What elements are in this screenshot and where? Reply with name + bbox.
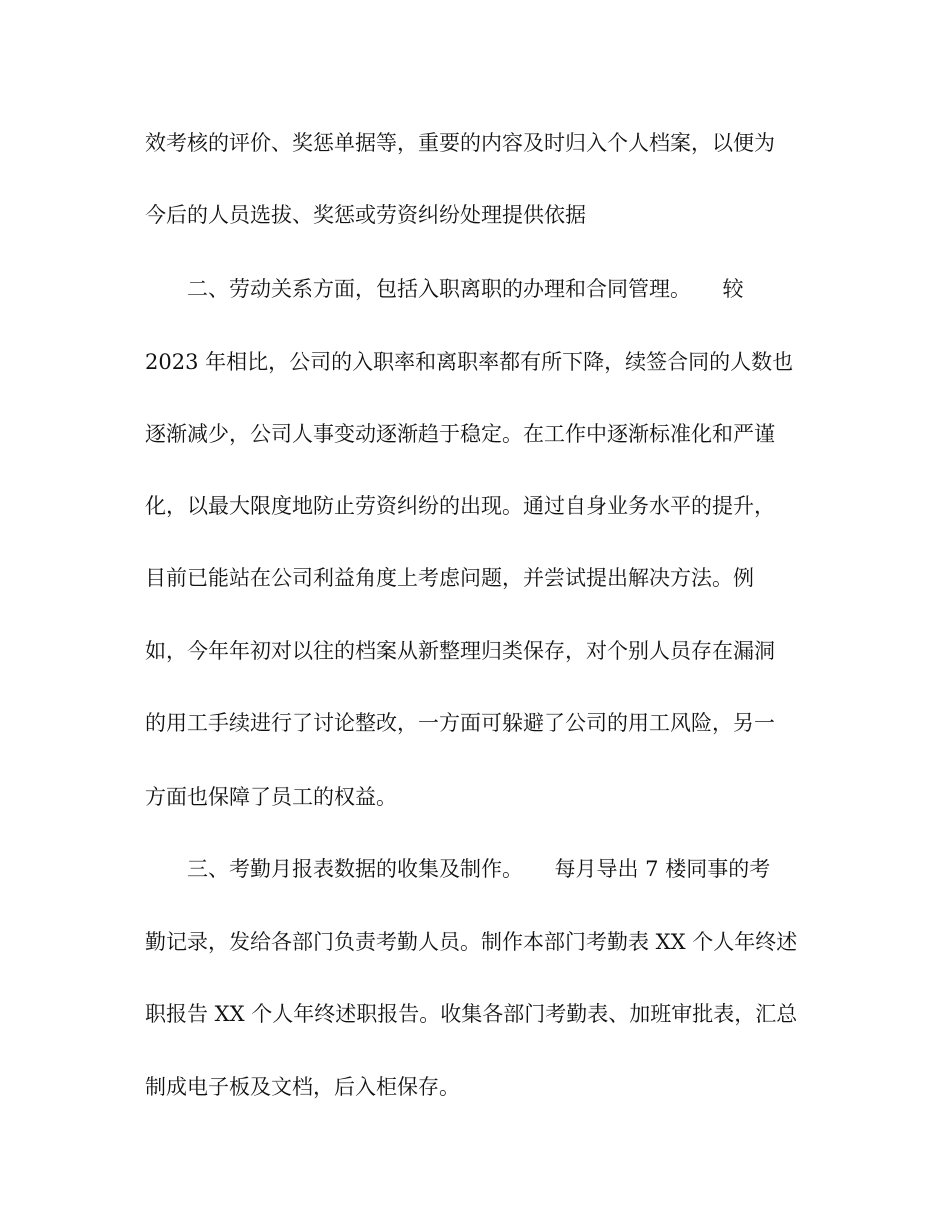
paragraph-line: 的用工手续进行了讨论整改，一方面可躲避了公司的用工风险，另一 (145, 711, 775, 735)
paragraph-line: 职报告 XX 个人年终述职报告。收集各部门考勤表、加班审批表，汇总 (145, 1002, 798, 1026)
section-heading-line: 三、考勤月报表数据的收集及制作。 每月导出 7 楼同事的考 (187, 857, 771, 881)
paragraph-line: 勤记录，发给各部门负责考勤人员。制作本部门考勤表 XX 个人年终述 (145, 930, 798, 954)
paragraph-line: 逐渐减少，公司人事变动逐渐趋于稳定。在工作中逐渐标准化和严谨 (145, 422, 775, 446)
paragraph-line: 如，今年年初对以往的档案从新整理归类保存，对个别人员存在漏洞 (145, 639, 775, 663)
paragraph-line: 目前已能站在公司利益角度上考虑问题，并尝试提出解决方法。例 (145, 566, 754, 590)
paragraph-line: 2023 年相比，公司的入职率和离职率都有所下降，续签合同的人数也 (145, 350, 794, 374)
paragraph-line: 今后的人员选拔、奖惩或劳资纠纷处理提供依据 (145, 203, 586, 227)
paragraph-line: 效考核的评价、奖惩单据等，重要的内容及时归入个人档案，以便为 (145, 131, 775, 155)
section-heading-line: 二、劳动关系方面，包括入职离职的办理和合同管理。 较 (187, 277, 744, 301)
paragraph-line: 化，以最大限度地防止劳资纠纷的出现。通过自身业务水平的提升， (145, 494, 775, 518)
paragraph-line: 方面也保障了员工的权益。 (145, 785, 397, 809)
paragraph-line: 制成电子板及文档，后入柜保存。 (145, 1075, 460, 1099)
